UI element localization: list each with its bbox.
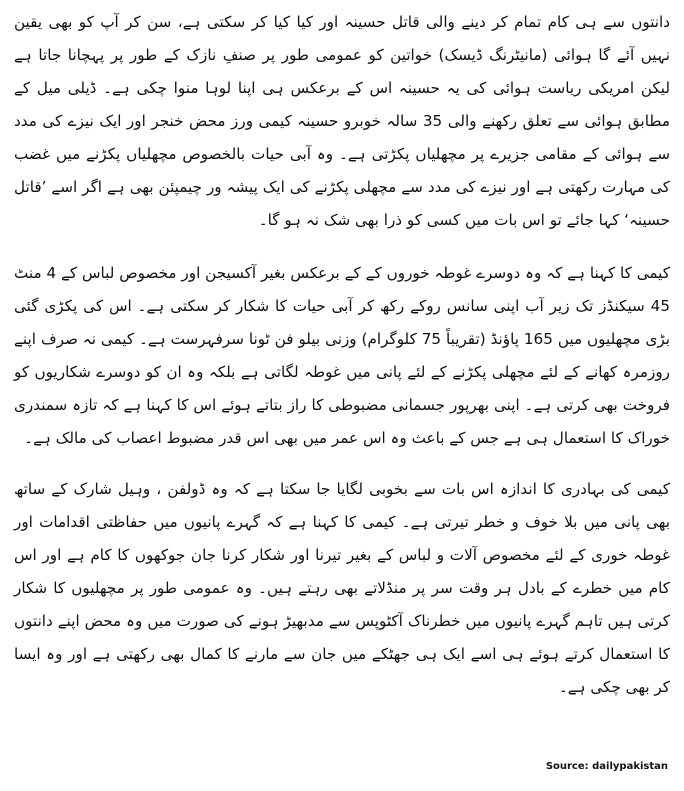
paragraph-bravery: کیمی کی بہادری کا اندازہ اس بات سے بخوبی لگایا جا سکتا ہے کہ وہ ڈولفن ، وہیل شارک کے ساتھ بھی پانی میں بلا خوف و خطر تیرتی ہے۔ کیمی کا کہنا ہے کہ گہرے پانیوں میں حفاظتی اقدامات اور غوطہ خوری کے لئے مخصوص آلات و لباس کے بغیر تیرنا اور شکار کرنا جان جوکھوں کا کام ہے اور اس کام میں خطرے کے بادل ہر وقت سر پر منڈلاتے بھی رہتے ہیں۔ وہ عمومی طور پر مچھلیوں کا شکار کرتی ہیں تاہم گہرے پانیوں میں خطرناک آکٹوپس سے مدبھیڑ ہونے کی صورت میں وہ محض اپنے دانتوں کا استعمال کرتے ہوئے ہی اسے ایک ہی جھٹکے میں جان سے مارنے کا کمال بھی رکھتی ہے اور وہ ایسا کر بھی چکی ہے۔ <box>14 480 670 696</box>
paragraph-intro: دانتوں سے ہی کام تمام کر دینے والی قاتل حسینہ اور کیا کیا کر سکتی ہے، سن کر آپ کو بھی یقین نہیں آئے گا ہوائی (مانیٹرنگ ڈیسک) خواتین کو عمومی طور پر صنفِ نازک کے طور پر پہچانا جاتا ہے لیکن امریکی ریاست ہوائی کی یہ حسینہ اس کے برعکس ہی اپنا لوہا منوا چکی ہے۔ ڈیلی میل کے مطابق ہوائی سے تعلق رکھنے والی 35 سالہ خوبرو حسینہ کیمی ورز محض خنجر اور ایک نیزے کی مدد سے ہوائی کے مقامی جزیرے پر مچھلیاں پکڑتی ہے۔ وہ آبی حیات بالخصوص مچھلیاں پکڑنے میں غضب کی مہارت رکھتی ہے اور نیزے کی مدد سے مچھلی پکڑنے کی ایک پیشہ ور چیمپئن بھی ہے اگر اسے ’قاتل حسینہ‘ کہا جائے تو اس بات میں کسی کو ذرا بھی شک نہ ہو گا۔ <box>14 13 670 229</box>
source-credit: Source: dailypakistan <box>545 761 668 772</box>
paragraph-diving: کیمی کا کہنا ہے کہ وہ دوسرے غوطہ خوروں کے کے برعکس بغیر آکسیجن اور مخصوص لباس کے 4 منٹ 45 سیکنڈز تک زیر آب اپنی سانس روکے رکھ کر آبی حیات کا شکار کر سکتی ہے۔ اس کی پکڑی گئی بڑی مچھلیوں میں 165 پاؤنڈ (تقریباً 75 کلوگرام) وزنی بیلو فن ٹونا سرفہرست ہے۔ کیمی نہ صرف اپنے روزمرہ کھانے کے لئے مچھلی پکڑنے کے لئے پانی میں غوطہ لگاتی ہے بلکہ وہ ان کو دوسرے شکاریوں کو فروخت بھی کرتی ہے۔ اپنی بھرپور جسمانی مضبوطی کا راز بتاتے ہوئے اس کا کہنا ہے کہ تازہ سمندری خوراک کا استعمال ہی ہے جس کے باعث وہ اس عمر میں بھی اس قدر مضبوط اعصاب کی مالک ہے۔ <box>14 264 670 447</box>
